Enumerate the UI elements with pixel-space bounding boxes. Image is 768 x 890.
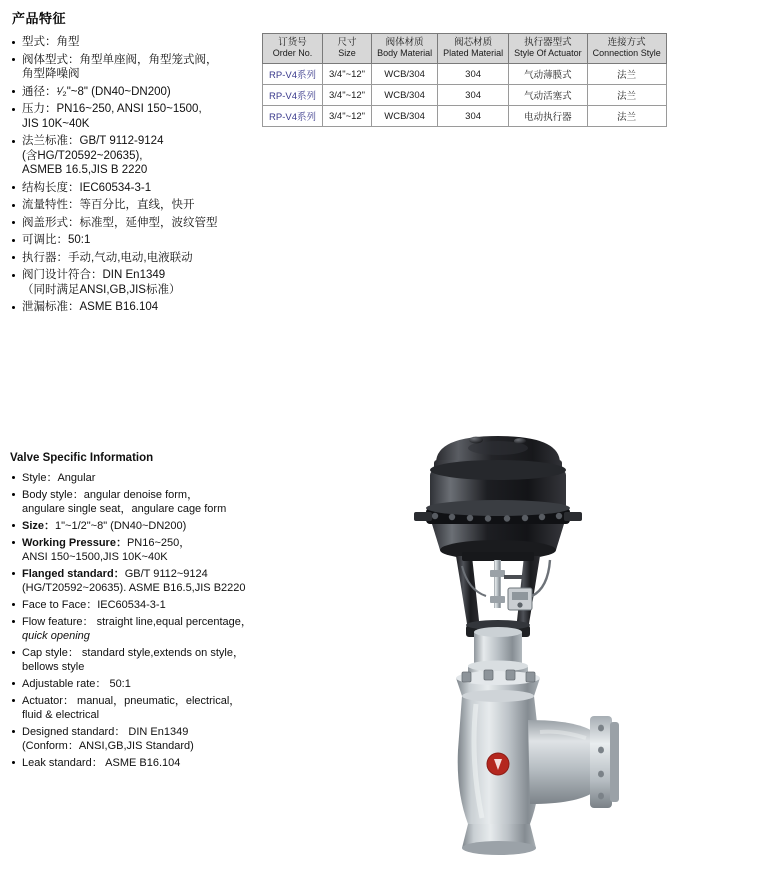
cell-order-no: RP-V4系列 <box>263 106 323 127</box>
list-item <box>10 488 285 516</box>
feature-text: 通径：¹⁄₂"~8" (DN40~DN200) <box>22 85 171 98</box>
list-item <box>10 536 285 564</box>
list-item <box>10 233 260 248</box>
table-row <box>263 85 667 106</box>
column-header-style-of-actuator <box>509 34 588 64</box>
list-item <box>10 646 285 674</box>
header-en: Order No. <box>272 48 313 58</box>
feature-subtext-2: ASMEB 16.5,JIS B 2220 <box>22 164 148 176</box>
header-cn: 尺寸 <box>337 37 357 48</box>
item-value: ASME B16.104 <box>102 757 181 769</box>
header-cn: 阀芯材质 <box>454 37 493 48</box>
column-header-connection-style <box>587 34 666 64</box>
item-value: DIN En1349 <box>125 726 189 738</box>
table-row <box>263 106 667 127</box>
feature-subtext: 角型降噪阀 <box>22 68 80 80</box>
item-value: standard style,extends on style， <box>78 647 244 659</box>
list-item <box>10 598 285 612</box>
feature-text: 阀体型式：角型单座阀，角型笼式阀， <box>22 53 218 66</box>
table-row <box>263 64 667 85</box>
cell-connection: 法兰 <box>587 106 666 127</box>
item-value: IEC60534-3-1 <box>97 599 166 611</box>
cell-body-material: WCB/304 <box>372 106 438 127</box>
header-cn: 阀体材质 <box>385 37 424 48</box>
cell-body-material: WCB/304 <box>372 85 438 106</box>
cell-connection: 法兰 <box>587 85 666 106</box>
cell-actuator: 电动执行器 <box>509 106 588 127</box>
header-cn: 连接方式 <box>607 37 646 48</box>
item-value: manual，pneumatic，electrical， <box>73 695 241 707</box>
chinese-feature-list <box>10 35 260 315</box>
list-item <box>10 102 260 131</box>
item-label: Actuator： <box>22 695 74 707</box>
actuator-assembly <box>414 436 582 560</box>
list-item <box>10 725 285 753</box>
column-header-body-material <box>372 34 438 64</box>
item-label: Leak standard： <box>22 757 103 769</box>
english-feature-list <box>10 471 285 770</box>
item-value: 50:1 <box>106 678 131 690</box>
item-subvalue: fluid & electrical <box>22 709 100 721</box>
item-value: angular denoise form， <box>83 489 199 501</box>
list-item <box>10 85 260 100</box>
item-label: Designed standard： <box>22 726 126 738</box>
header-cn: 执行器型式 <box>524 37 572 48</box>
item-label: Working Pressure： <box>22 537 127 549</box>
column-header-order-no <box>263 34 323 64</box>
header-en: Connection Style <box>592 48 661 58</box>
item-subvalue: bellows style <box>22 661 85 673</box>
cell-size: 3/4"~12" <box>322 64 371 85</box>
item-subvalue: ANSI 150~1500,JIS 10K~40K <box>22 551 168 563</box>
specification-table <box>262 33 667 127</box>
yoke-assembly <box>456 552 550 637</box>
list-item <box>10 615 285 643</box>
header-en: Plated Material <box>443 48 504 58</box>
angle-control-valve-illustration <box>390 420 655 880</box>
item-subvalue: quick opening <box>22 630 90 642</box>
cell-size: 3/4"~12" <box>322 106 371 127</box>
cell-order-no: RP-V4系列 <box>263 85 323 106</box>
feature-text: 泄漏标准：ASME B16.104 <box>22 301 159 313</box>
item-subvalue: (Conform：ANSI,GB,JIS Standard) <box>22 740 194 752</box>
header-cn: 订货号 <box>278 37 307 48</box>
specification-table-container <box>262 33 667 127</box>
feature-text: 阀门设计符合：DIN En1349 <box>22 269 166 281</box>
cell-connection: 法兰 <box>587 64 666 85</box>
list-item <box>10 756 285 770</box>
feature-text: 结构长度：IEC60534-3-1 <box>22 181 152 194</box>
cell-order-no: RP-V4系列 <box>263 64 323 85</box>
cell-plated-material: 304 <box>438 85 509 106</box>
list-item <box>10 251 260 266</box>
list-item <box>10 268 260 297</box>
feature-text: 型式：角型 <box>22 36 80 48</box>
list-item <box>10 567 285 595</box>
item-label: Face to Face： <box>22 599 98 611</box>
list-item <box>10 471 285 485</box>
item-subvalue: (HG/T20592~20635). ASME B16.5,JIS B2220 <box>22 582 246 594</box>
list-item <box>10 181 260 196</box>
header-en: Body Material <box>377 48 433 58</box>
item-label: Style： <box>22 472 58 484</box>
valve-body <box>458 690 619 855</box>
feature-subtext: (含HG/T20592~20635), <box>22 149 143 162</box>
list-item <box>10 694 285 722</box>
list-item <box>10 677 285 691</box>
list-item <box>10 519 285 533</box>
english-section-title: Valve Specific Information <box>10 452 154 464</box>
chinese-feature-section <box>10 8 260 318</box>
cell-body-material: WCB/304 <box>372 64 438 85</box>
item-value: Angular <box>57 472 96 484</box>
table-header-row <box>263 34 667 64</box>
header-en: Style Of Actuator <box>514 48 582 58</box>
list-item <box>10 35 260 50</box>
column-header-plated-material <box>438 34 509 64</box>
item-value: 1"~1/2"~8" (DN40~DN200) <box>55 520 187 532</box>
item-label: Flow feature： <box>22 616 94 628</box>
feature-text: 法兰标准：GB/T 9112-9124 <box>22 135 164 147</box>
list-item <box>10 134 260 178</box>
feature-subtext: JIS 10K~40K <box>22 117 90 130</box>
header-en: Size <box>338 48 356 58</box>
list-item <box>10 300 260 315</box>
item-label: Adjustable rate： <box>22 678 107 690</box>
list-item <box>10 216 260 231</box>
english-specific-information-section <box>10 452 285 773</box>
item-subvalue: angulare single seat，angulare cage form <box>22 503 227 515</box>
cell-plated-material: 304 <box>438 106 509 127</box>
chinese-section-title: 产品特征 <box>12 11 67 26</box>
item-value: GB/T 9112~9124 <box>124 568 208 580</box>
item-label: Body style： <box>22 489 84 501</box>
cell-size: 3/4"~12" <box>322 85 371 106</box>
bonnet-assembly <box>456 627 540 696</box>
feature-text: 流量特性：等百分比，直线，快开 <box>22 199 195 211</box>
item-value: PN16~250， <box>126 537 191 549</box>
item-label: Size： <box>22 520 56 532</box>
item-value: straight line,equal percentage， <box>93 616 252 628</box>
feature-text: 阀盖形式：标准型，延伸型，波纹管型 <box>22 216 218 229</box>
cell-actuator: 气动薄膜式 <box>509 64 588 85</box>
item-label: Cap style： <box>22 647 79 659</box>
cell-actuator: 气动活塞式 <box>509 85 588 106</box>
item-label: Flanged standard： <box>22 568 125 580</box>
feature-subtext: （同时满足ANSI,GB,JIS标准） <box>22 283 181 296</box>
feature-text: 执行器：手动,气动,电动,电液联动 <box>22 251 193 264</box>
cell-plated-material: 304 <box>438 64 509 85</box>
feature-text: 可调比：50:1 <box>22 234 91 246</box>
list-item <box>10 53 260 82</box>
feature-text: 压力：PN16~250, ANSI 150~1500, <box>22 103 202 115</box>
column-header-size <box>322 34 371 64</box>
list-item <box>10 198 260 213</box>
